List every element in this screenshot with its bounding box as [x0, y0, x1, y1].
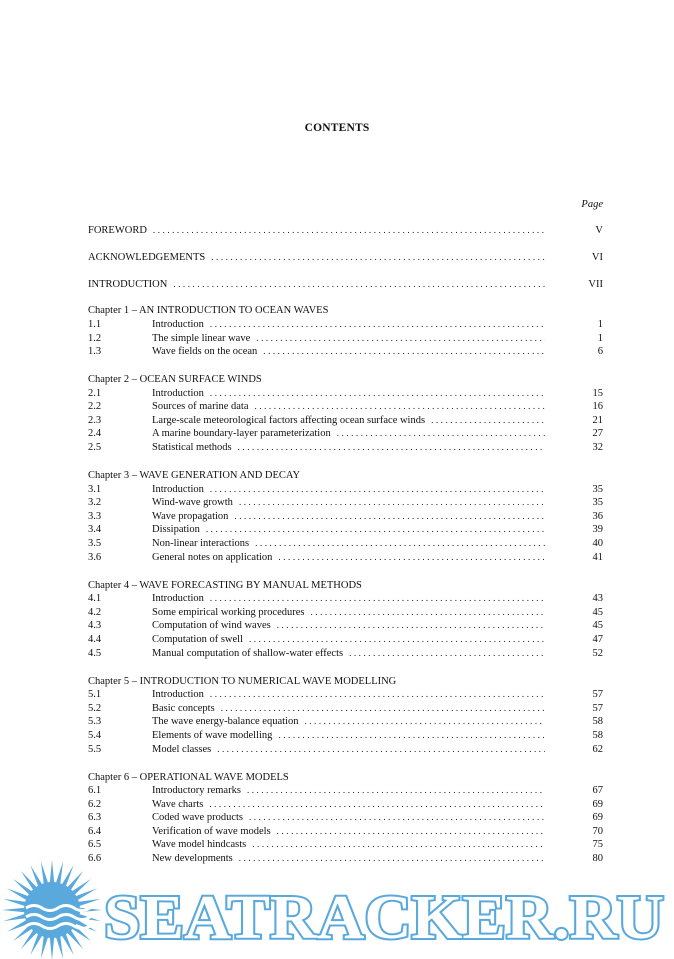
section-number: 3.5 — [88, 538, 102, 550]
entry-leader-line — [152, 811, 603, 825]
entry-title: Manual computation of shallow-water effects — [152, 647, 344, 659]
entry-leader-line — [152, 619, 603, 633]
toc-entry — [88, 510, 603, 524]
dot-leader — [210, 688, 545, 702]
toc-entry — [88, 318, 603, 332]
section-number: 6.5 — [88, 839, 102, 851]
entry-leader-line — [152, 715, 603, 729]
front-matter-entry — [88, 251, 603, 265]
section-number: 4.1 — [88, 593, 102, 605]
toc-entry — [88, 647, 603, 661]
section-number: 2.2 — [88, 401, 102, 413]
section-number: 5.1 — [88, 689, 102, 701]
dot-leader — [210, 387, 545, 401]
toc-entry — [88, 619, 603, 633]
dot-leader — [255, 537, 545, 551]
entry-leader-line — [152, 427, 603, 441]
page-number: 70 — [592, 825, 603, 837]
page-number: 69 — [592, 812, 603, 824]
entry-leader-line — [152, 510, 603, 524]
entry-leader-line — [152, 537, 603, 551]
section-number: 6.3 — [88, 812, 102, 824]
page-number: 43 — [592, 593, 603, 605]
dot-leader — [278, 729, 545, 743]
dot-leader — [221, 702, 545, 716]
page-number: 41 — [592, 551, 603, 563]
dot-leader — [209, 798, 545, 812]
toc-entry — [88, 427, 603, 441]
page-number: 21 — [592, 414, 603, 426]
page-number: 62 — [592, 743, 603, 755]
entry-leader-line — [152, 441, 603, 455]
section-number: 6.6 — [88, 853, 102, 865]
entry-leader-line — [152, 825, 603, 839]
page-number: 32 — [592, 442, 603, 454]
dot-leader — [431, 414, 545, 428]
section-number: 6.4 — [88, 825, 102, 837]
entry-title: Wave charts — [152, 798, 204, 810]
dot-leader — [249, 811, 545, 825]
entry-title: Statistical methods — [152, 442, 232, 454]
section-number: 1.3 — [88, 346, 102, 358]
page-number: 57 — [592, 689, 603, 701]
dot-leader — [252, 838, 545, 852]
watermark-text: SEATRACKER.RU — [104, 884, 664, 952]
entry-leader-line — [152, 647, 603, 661]
section-number: 2.5 — [88, 442, 102, 454]
toc-entry — [88, 523, 603, 537]
toc-entry — [88, 743, 603, 757]
entry-title: General notes on application — [152, 551, 273, 563]
dot-leader — [239, 496, 545, 510]
entry-leader-line — [152, 318, 603, 332]
toc-entry — [88, 798, 603, 812]
page-number: 58 — [592, 716, 603, 728]
dot-leader — [249, 633, 545, 647]
dot-leader — [211, 251, 545, 265]
section-number: 3.4 — [88, 524, 102, 536]
entry-leader-line — [152, 702, 603, 716]
toc-entry — [88, 400, 603, 414]
toc-entry — [88, 345, 603, 359]
section-number: 4.5 — [88, 647, 102, 659]
toc-entry — [88, 537, 603, 551]
entry-title: A marine boundary-layer parameterization — [152, 428, 331, 440]
page-number: 35 — [592, 497, 603, 509]
entry-leader-line — [152, 606, 603, 620]
entry-leader-line — [152, 633, 603, 647]
toc-entry — [88, 332, 603, 346]
toc-entry — [88, 483, 603, 497]
entry-leader-line — [152, 838, 603, 852]
entry-title: Model classes — [152, 743, 212, 755]
dot-leader — [206, 523, 545, 537]
entry-leader-line — [152, 784, 603, 798]
chapter-heading: Chapter 4 – WAVE FORECASTING BY MANUAL METHODS — [88, 579, 362, 591]
chapter-heading: Chapter 6 – OPERATIONAL WAVE MODELS — [88, 771, 289, 783]
entry-title: Wave model hindcasts — [152, 839, 247, 851]
section-number: 1.2 — [88, 332, 102, 344]
page-number: 58 — [592, 729, 603, 741]
watermark — [0, 858, 674, 959]
entry-title: Introduction — [152, 387, 204, 399]
toc-entry — [88, 414, 603, 428]
toc-entry — [88, 811, 603, 825]
entry-title: Wind-wave growth — [152, 497, 233, 509]
dot-leader — [255, 400, 545, 414]
dot-leader — [263, 345, 545, 359]
page-number: VI — [591, 251, 603, 263]
page-number: VII — [588, 278, 603, 290]
entry-title: Some empirical working procedures — [152, 606, 305, 618]
entry-leader-line — [88, 224, 603, 238]
toc-entry — [88, 784, 603, 798]
entry-title: Introductory remarks — [152, 785, 241, 797]
dot-leader — [217, 743, 545, 757]
entry-title: Introduction — [152, 483, 204, 495]
entry-leader-line — [152, 688, 603, 702]
entry-title: Dissipation — [152, 524, 200, 536]
page-number: 36 — [592, 510, 603, 522]
page-number: 6 — [597, 346, 603, 358]
section-number: 4.2 — [88, 606, 102, 618]
page-number: 80 — [592, 853, 603, 865]
entry-title: Coded wave products — [152, 812, 243, 824]
entry-leader-line — [152, 483, 603, 497]
section-number: 5.2 — [88, 702, 102, 714]
page-number: 27 — [592, 428, 603, 440]
page-number: 67 — [592, 785, 603, 797]
front-matter-entry — [88, 278, 603, 292]
entry-leader-line — [152, 743, 603, 757]
toc-entry — [88, 688, 603, 702]
entry-leader-line — [152, 387, 603, 401]
section-number: 5.3 — [88, 716, 102, 728]
entry-leader-line — [152, 729, 603, 743]
table-of-contents — [88, 224, 603, 880]
sun-icon — [2, 860, 102, 959]
section-number: 4.4 — [88, 633, 102, 645]
entry-title: Introduction — [152, 689, 204, 701]
page-number: 16 — [592, 401, 603, 413]
entry-leader-line — [152, 400, 603, 414]
entry-leader-line — [152, 345, 603, 359]
section-number: 2.3 — [88, 414, 102, 426]
toc-entry — [88, 702, 603, 716]
entry-title: Large-scale meteorological factors affecting ocean surface winds — [152, 414, 426, 426]
chapter-heading: Chapter 2 – OCEAN SURFACE WINDS — [88, 374, 262, 386]
entry-title: Computation of wind waves — [152, 620, 271, 632]
toc-entry — [88, 729, 603, 743]
dot-leader — [210, 592, 545, 606]
toc-entry — [88, 387, 603, 401]
dot-leader — [210, 483, 545, 497]
toc-entry — [88, 592, 603, 606]
entry-title: The simple linear wave — [152, 332, 251, 344]
page-column-label: Page — [581, 199, 603, 210]
dot-leader — [277, 619, 545, 633]
entry-leader-line — [152, 332, 603, 346]
toc-entry — [88, 825, 603, 839]
section-number: 2.1 — [88, 387, 102, 399]
page-number: 69 — [592, 798, 603, 810]
dot-leader — [277, 825, 545, 839]
toc-entry — [88, 441, 603, 455]
toc-entry — [88, 715, 603, 729]
entry-leader-line — [152, 414, 603, 428]
section-number: 5.5 — [88, 743, 102, 755]
entry-title: ACKNOWLEDGEMENTS — [88, 251, 206, 263]
entry-leader-line — [152, 592, 603, 606]
toc-entry — [88, 496, 603, 510]
entry-title: Verification of wave models — [152, 825, 271, 837]
chapter-heading: Chapter 3 – WAVE GENERATION AND DECAY — [88, 470, 301, 482]
chapter-heading: Chapter 1 – AN INTRODUCTION TO OCEAN WAVES — [88, 305, 329, 317]
entry-leader-line — [88, 278, 603, 292]
entry-title: Introduction — [152, 318, 204, 330]
dot-leader — [311, 606, 546, 620]
page-number: 57 — [592, 702, 603, 714]
entry-leader-line — [152, 523, 603, 537]
section-number: 3.1 — [88, 483, 102, 495]
toc-entry — [88, 838, 603, 852]
page-number: 1 — [597, 332, 603, 344]
chapter-heading: Chapter 5 – INTRODUCTION TO NUMERICAL WAVE MODELLING — [88, 675, 397, 687]
page-number: V — [595, 225, 603, 236]
entry-title: Elements of wave modelling — [152, 729, 273, 741]
dot-leader — [210, 318, 545, 332]
page-number: 40 — [592, 538, 603, 550]
section-number: 3.6 — [88, 551, 102, 563]
page-number: 15 — [592, 387, 603, 399]
page-number: 47 — [592, 633, 603, 645]
dot-leader — [153, 224, 545, 238]
section-number: 4.3 — [88, 620, 102, 632]
dot-leader — [349, 647, 545, 661]
dot-leader — [234, 510, 545, 524]
entry-title: Basic concepts — [152, 702, 215, 714]
dot-leader — [337, 427, 545, 441]
entry-title: Wave fields on the ocean — [152, 346, 258, 358]
entry-leader-line — [152, 551, 603, 565]
toc-entry — [88, 606, 603, 620]
page-number: 45 — [592, 620, 603, 632]
toc-entry — [88, 633, 603, 647]
entry-title: New developments — [152, 853, 233, 865]
section-number: 6.1 — [88, 785, 102, 797]
entry-title: INTRODUCTION — [88, 278, 168, 290]
page-number: 52 — [592, 647, 603, 659]
section-number: 5.4 — [88, 729, 102, 741]
toc-entry — [88, 551, 603, 565]
entry-title: The wave energy-balance equation — [152, 716, 299, 728]
dot-leader — [247, 784, 545, 798]
entry-title: Wave propagation — [152, 510, 229, 522]
page-number: 45 — [592, 606, 603, 618]
section-number: 1.1 — [88, 318, 102, 330]
page-title: CONTENTS — [304, 122, 370, 134]
entry-title: Sources of marine data — [152, 401, 249, 413]
section-number: 3.2 — [88, 497, 102, 509]
dot-leader — [238, 441, 545, 455]
section-number: 6.2 — [88, 798, 102, 810]
dot-leader — [173, 278, 545, 292]
entry-leader-line — [152, 798, 603, 812]
entry-title: Computation of swell — [152, 633, 243, 645]
page-number: 1 — [597, 318, 603, 330]
section-number: 2.4 — [88, 428, 102, 440]
dot-leader — [304, 715, 545, 729]
dot-leader — [256, 332, 545, 346]
entry-leader-line — [88, 251, 603, 265]
dot-leader — [278, 551, 545, 565]
entry-leader-line — [152, 496, 603, 510]
entry-title: FOREWORD — [88, 225, 147, 236]
page-number: 35 — [592, 483, 603, 495]
page-number: 75 — [592, 839, 603, 851]
entry-title: Introduction — [152, 593, 204, 605]
page-number: 39 — [592, 524, 603, 536]
section-number: 3.3 — [88, 510, 102, 522]
entry-title: Non-linear interactions — [152, 538, 250, 550]
front-matter-entry — [88, 224, 603, 238]
